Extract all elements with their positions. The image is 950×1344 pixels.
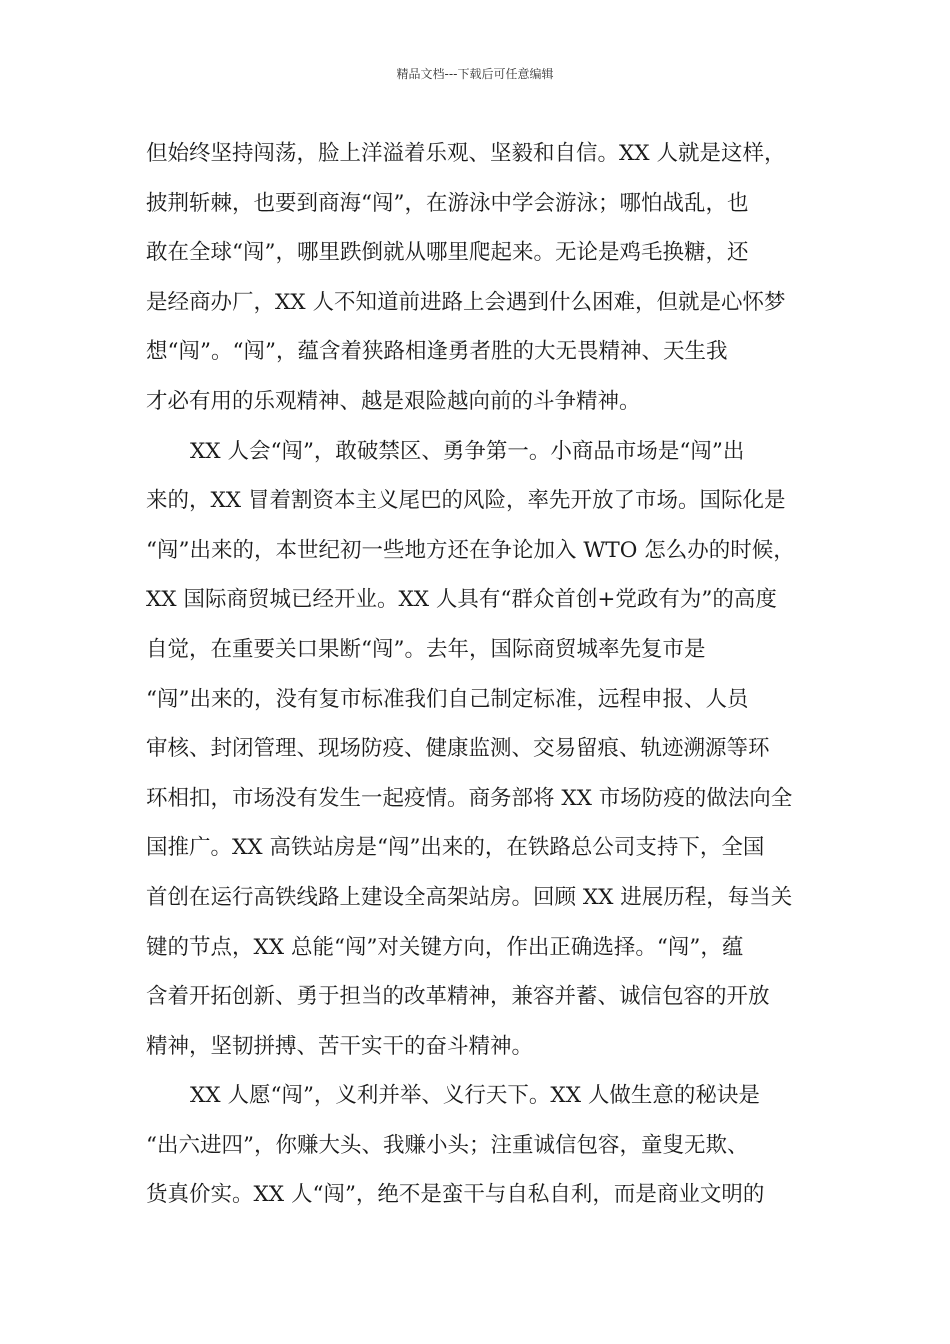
text-line: 想“闯”。“闯”，蕴含着狭路相逢勇者胜的大无畏精神、天生我 [146, 339, 728, 365]
text-line: “出六进四”，你赚大头、我赚小头；注重诚信包容，童叟无欺、 [146, 1132, 749, 1158]
paragraph-2 [146, 427, 816, 1072]
text-line: “闯”出来的，没有复市标准我们自己制定标准，远程申报、人员 [146, 686, 749, 712]
text-line: 来的，XX 冒着割资本主义尾巴的风险，率先开放了市场。国际化是 [146, 488, 786, 514]
text-line: 自觉，在重要关口果断“闯”。去年，国际商贸城率先复市是 [146, 636, 706, 662]
text-line: 才必有用的乐观精神、越是艰险越向前的斗争精神。 [146, 388, 641, 414]
text-line: XX 人愿“闯”，义利并举、义行天下。XX 人做生意的秘诀是 [190, 1083, 760, 1109]
text-line: 敢在全球“闯”，哪里跌倒就从哪里爬起来。无论是鸡毛换糖，还 [146, 240, 749, 266]
text-line: 但始终坚持闯荡，脸上洋溢着乐观、坚毅和自信。XX 人就是这样， [146, 141, 786, 166]
text-line: 键的节点，XX 总能“闯”对关键方向，作出正确选择。“闯”，蕴 [146, 934, 744, 960]
text-line: 精神，坚韧拼搏、苦干实干的奋斗精神。 [146, 1033, 534, 1059]
text-line: 首创在运行高铁线路上建设全高架站房。回顾 XX 进展历程，每当关 [146, 884, 793, 910]
text-line: 货真价实。XX 人“闯”，绝不是蛮干与自私自利，而是商业文明的 [146, 1182, 765, 1208]
text-line: 披荆斩棘，也要到商海“闯”，在游泳中学会游泳；哪怕战乱，也 [146, 190, 749, 216]
text-line: 含着开拓创新、勇于担当的改革精神，兼容并蓄、诚信包容的开放 [146, 984, 770, 1010]
text-line: 是经商办厂，XX 人不知道前进路上会遇到什么困难，但就是心怀梦 [146, 289, 786, 315]
paragraph-3 [146, 1071, 816, 1220]
text-line: 审核、封闭管理、现场防疫、健康监测、交易留痕、轨迹溯源等环 [146, 736, 770, 762]
document-body [146, 129, 816, 1220]
text-line: 环相扣，市场没有发生一起疫情。商务部将 XX 市场防疫的做法向全 [146, 785, 793, 811]
text-line: 国推广。XX 高铁站房是“闯”出来的，在铁路总公司支持下，全国 [146, 835, 765, 861]
page-header: 精品文档---下载后可任意编辑 [396, 67, 554, 81]
text-line: XX 人会“闯”，敢破禁区、勇争第一。小商品市场是“闯”出 [190, 438, 745, 464]
text-line: XX 国际商贸城已经开业。XX 人具有“群众首创+党政有为”的高度 [146, 587, 777, 613]
text-line: “闯”出来的，本世纪初一些地方还在争论加入 WTO 怎么办的时候， [146, 537, 795, 563]
paragraph-1 [146, 129, 816, 427]
